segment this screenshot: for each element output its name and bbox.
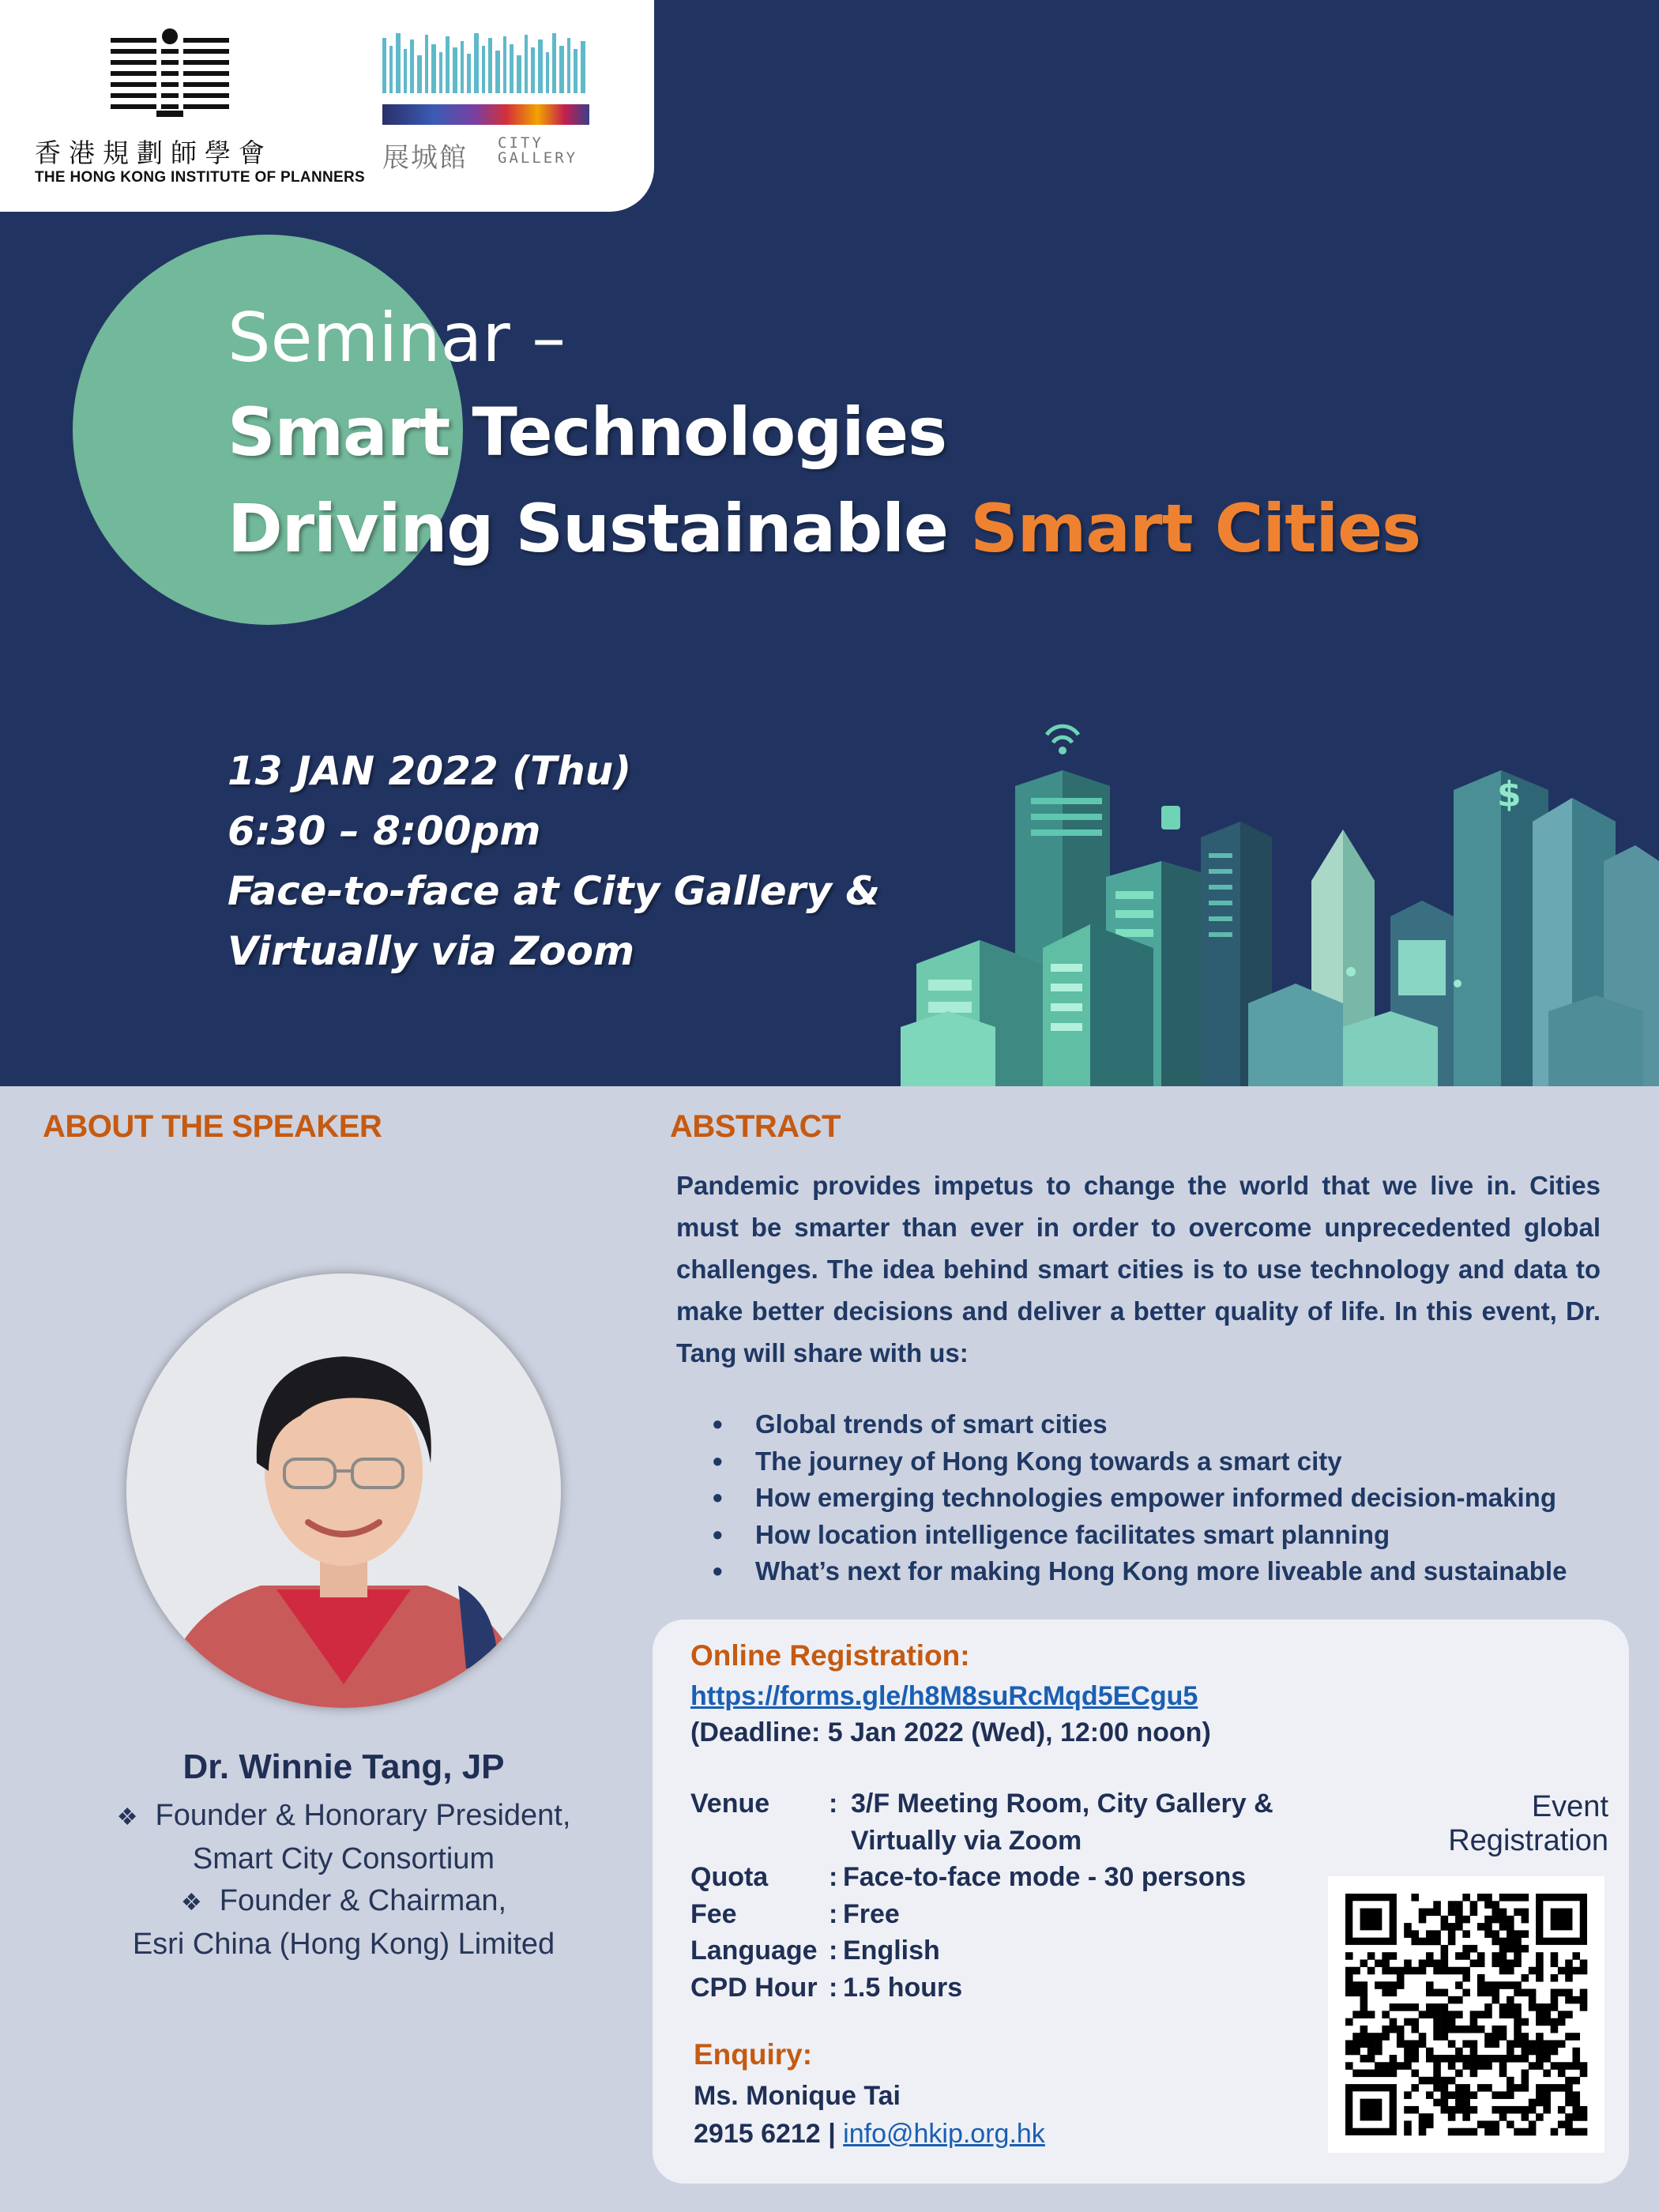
speaker-photo bbox=[126, 1273, 561, 1708]
detail-label: Fee bbox=[690, 1898, 737, 1929]
speaker-roles bbox=[32, 1795, 656, 1966]
list-item: • What’s next for making Hong Kong more liveable and sustainable bbox=[713, 1553, 1645, 1590]
detail-value: Free bbox=[843, 1898, 900, 1929]
enquiry-email-link[interactable]: info@hkip.org.hk bbox=[843, 2119, 1045, 2149]
speaker-role1-line1 bbox=[32, 1795, 656, 1838]
event-mode-line1: Face-to-face at City Gallery & bbox=[228, 868, 880, 914]
detail-colon: : bbox=[829, 1898, 838, 1929]
event-details bbox=[690, 1785, 1293, 2006]
abstract-heading: ABSTRACT bbox=[670, 1109, 841, 1144]
title-line-driving-main: Driving Sustainable bbox=[228, 490, 971, 567]
event-mode-line2: Virtually via Zoom bbox=[228, 928, 635, 974]
speaker-role2-line2: Esri China (Hong Kong) Limited bbox=[132, 1928, 555, 1961]
detail-row-quota bbox=[690, 1859, 1293, 1896]
diamond-bullet-icon: ❖ bbox=[180, 1890, 202, 1916]
event-date: 13 JAN 2022 (Thu) bbox=[228, 748, 632, 794]
qr-label-line1: Event bbox=[1531, 1790, 1608, 1823]
speaker-role2-title: Founder & Chairman, bbox=[219, 1884, 507, 1917]
enquiry-contact-line bbox=[694, 2119, 1045, 2150]
detail-label: Language bbox=[690, 1936, 818, 1966]
hkip-english-name: THE HONG KONG INSTITUTE OF PLANNERS bbox=[35, 169, 365, 186]
speaker-role1-line2: Smart City Consortium bbox=[192, 1842, 495, 1875]
title-highlight-smart-cities: Smart Cities bbox=[970, 490, 1421, 567]
detail-colon: : bbox=[829, 1862, 838, 1892]
detail-row-fee bbox=[690, 1896, 1293, 1933]
detail-value: 3/F Meeting Room, City Gallery & Virtually via Zoom bbox=[851, 1789, 1273, 1856]
list-item: • Global trends of smart cities bbox=[713, 1406, 1645, 1443]
list-item: • How location intelligence facilitates smart planning bbox=[713, 1517, 1645, 1554]
city-gallery-logo-icon bbox=[382, 32, 589, 131]
city-gallery-english-name: CITY GALLERY bbox=[498, 134, 578, 167]
speaker-role1-title: Founder & Honorary President, bbox=[155, 1799, 571, 1832]
enquiry-heading: Enquiry: bbox=[694, 2038, 813, 2071]
enquiry-phone: 2915 6212 bbox=[694, 2119, 821, 2149]
detail-value: Face-to-face mode - 30 persons bbox=[843, 1862, 1247, 1892]
title-line-smart-technologies: Smart Technologies bbox=[228, 393, 947, 471]
registration-link[interactable]: https://forms.gle/h8M8suRcMqd5ECgu5 bbox=[690, 1681, 1198, 1711]
svg-text:$: $ bbox=[1497, 774, 1522, 814]
title-line-driving bbox=[228, 480, 1618, 577]
speaker-role2-line1 bbox=[32, 1880, 656, 1924]
detail-label: CPD Hour bbox=[690, 1972, 818, 2003]
hkip-logo-icon bbox=[111, 28, 229, 119]
registration-deadline: (Deadline: 5 Jan 2022 (Wed), 12:00 noon) bbox=[690, 1717, 1211, 1747]
qr-label bbox=[1379, 1790, 1608, 1858]
detail-row-cpd-hour bbox=[690, 1969, 1293, 2007]
detail-label: Venue bbox=[690, 1789, 770, 1819]
detail-label: Quota bbox=[690, 1862, 769, 1892]
event-time: 6:30 – 8:00pm bbox=[228, 808, 541, 854]
abstract-text: Pandemic provides impetus to change the world that we live in. Cities must be smarter than ever in order to overcome unprecedented global challenges. The idea behind smart cities is to use technology and data to make better decisions and deliver a better quality of life. In this event, Dr. Tang will share with us: bbox=[676, 1171, 1601, 1367]
city-gallery-chinese-name: 展城館 bbox=[382, 142, 468, 174]
abstract-topic-list bbox=[713, 1406, 1645, 1590]
smart-city-illustration bbox=[901, 711, 1659, 1086]
about-speaker-heading: ABOUT THE SPEAKER bbox=[43, 1109, 382, 1144]
seminar-title bbox=[228, 292, 1618, 577]
detail-colon: : bbox=[829, 1972, 838, 2003]
diamond-bullet-icon: ❖ bbox=[116, 1804, 138, 1830]
qr-code-icon[interactable] bbox=[1328, 1876, 1604, 2153]
detail-colon: : bbox=[829, 1936, 838, 1966]
detail-row-venue bbox=[690, 1785, 1293, 1859]
online-registration-heading: Online Registration: bbox=[690, 1639, 970, 1672]
detail-row-language bbox=[690, 1932, 1293, 1969]
speaker-portrait-icon bbox=[126, 1273, 561, 1708]
hkip-chinese-name: 香港規劃師學會 bbox=[35, 137, 273, 168]
enquiry-contact-name: Ms. Monique Tai bbox=[694, 2081, 901, 2111]
detail-value: 1.5 hours bbox=[843, 1972, 963, 2003]
event-info bbox=[228, 741, 880, 981]
detail-colon: : bbox=[829, 1789, 838, 1819]
organizer-logo-panel bbox=[0, 0, 654, 212]
list-item: • The journey of Hong Kong towards a smart city bbox=[713, 1443, 1645, 1480]
title-line-seminar: Seminar – bbox=[228, 299, 566, 378]
detail-value: English bbox=[843, 1936, 940, 1966]
list-item: • How emerging technologies empower informed decision-making bbox=[713, 1480, 1645, 1517]
registration-card bbox=[653, 1620, 1629, 2184]
speaker-name: Dr. Winnie Tang, JP bbox=[182, 1747, 505, 1786]
enquiry-divider: | bbox=[828, 2119, 836, 2149]
qr-label-line2: Registration bbox=[1448, 1824, 1608, 1857]
hero-banner bbox=[0, 0, 1659, 1086]
